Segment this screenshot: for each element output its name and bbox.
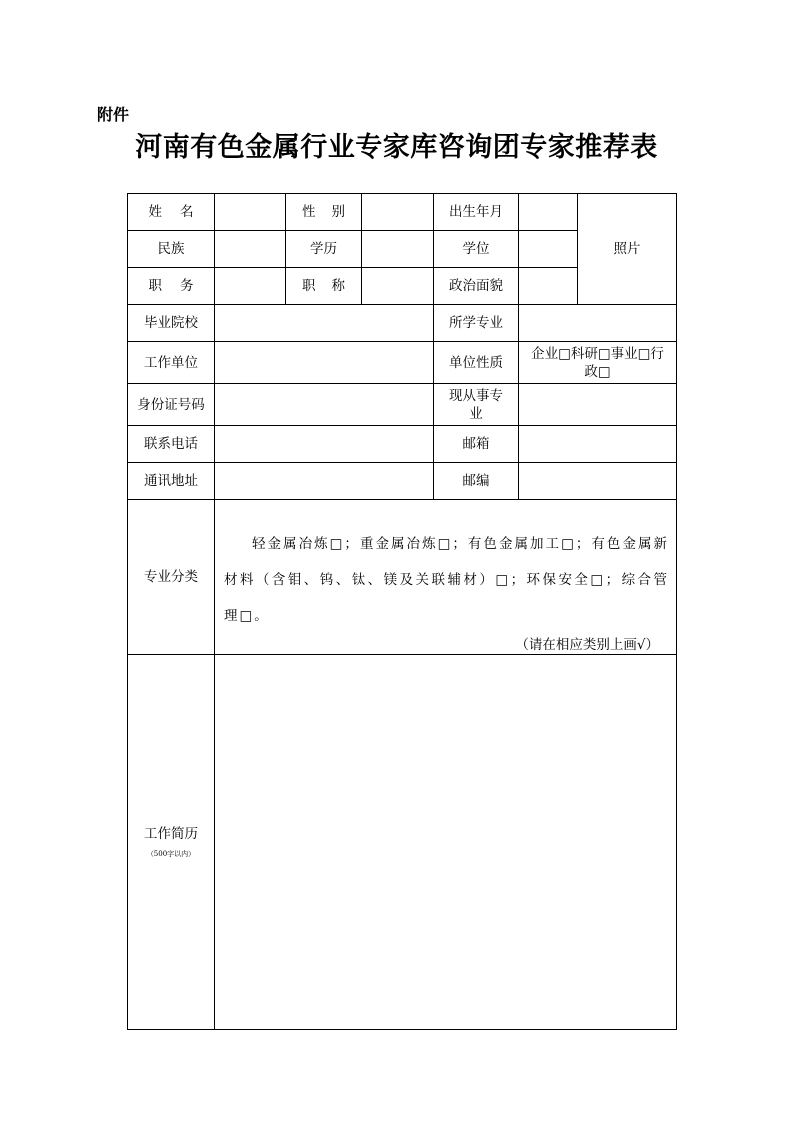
resume-note: （500字以内） (146, 850, 196, 858)
resume-label: 工作简历 (144, 826, 198, 842)
ethnicity-label: 民族 (128, 231, 215, 268)
school-field[interactable] (215, 305, 434, 342)
ethnicity-field[interactable] (215, 231, 286, 268)
major-label: 所学专业 (434, 305, 519, 342)
category-label: 专业分类 (128, 500, 215, 655)
gender-field[interactable] (362, 194, 434, 231)
employer-label: 工作单位 (128, 342, 215, 384)
email-label: 邮箱 (434, 426, 519, 463)
current-major-label: 现从事专业 (434, 384, 519, 426)
recommendation-form (127, 193, 677, 1030)
photo-box[interactable]: 照片 (578, 194, 677, 305)
address-label: 通讯地址 (128, 463, 215, 500)
education-field[interactable] (362, 231, 434, 268)
employer-type-label: 单位性质 (434, 342, 519, 384)
education-label: 学历 (286, 231, 362, 268)
title-field[interactable] (362, 268, 434, 305)
degree-label: 学位 (434, 231, 519, 268)
current-major-field[interactable] (519, 384, 677, 426)
employer-type-options[interactable]: 企业□科研□事业□行政□ (519, 342, 677, 384)
postcode-field[interactable] (519, 463, 677, 500)
phone-label: 联系电话 (128, 426, 215, 463)
resume-label-cell (128, 655, 215, 1030)
category-cell[interactable] (215, 500, 677, 655)
name-label: 姓名 (128, 194, 215, 231)
name-field[interactable] (215, 194, 286, 231)
postcode-label: 邮编 (434, 463, 519, 500)
page-title: 河南有色金属行业专家库咨询团专家推荐表 (135, 132, 658, 163)
major-field[interactable] (519, 305, 677, 342)
category-options[interactable]: 轻金属冶炼□；重金属冶炼□；有色金属加工□；有色金属新材料（含钼、钨、钛、镁及关联辅材）□；环保安全□；综合管理□。 (224, 536, 669, 624)
employer-field[interactable] (215, 342, 434, 384)
category-note: （请在相应类别上画√） (515, 637, 659, 653)
degree-field[interactable] (519, 231, 578, 268)
position-field[interactable] (215, 268, 286, 305)
attachment-label: 附件 (97, 105, 130, 124)
birth-label: 出生年月 (434, 194, 519, 231)
political-label: 政治面貌 (434, 268, 519, 305)
phone-field[interactable] (215, 426, 434, 463)
email-field[interactable] (519, 426, 677, 463)
political-field[interactable] (519, 268, 578, 305)
id-field[interactable] (215, 384, 434, 426)
id-label: 身份证号码 (128, 384, 215, 426)
position-label: 职务 (128, 268, 215, 305)
birth-field[interactable] (519, 194, 578, 231)
school-label: 毕业院校 (128, 305, 215, 342)
gender-label: 性别 (286, 194, 362, 231)
resume-field[interactable] (215, 655, 677, 1030)
title-label: 职称 (286, 268, 362, 305)
address-field[interactable] (215, 463, 434, 500)
